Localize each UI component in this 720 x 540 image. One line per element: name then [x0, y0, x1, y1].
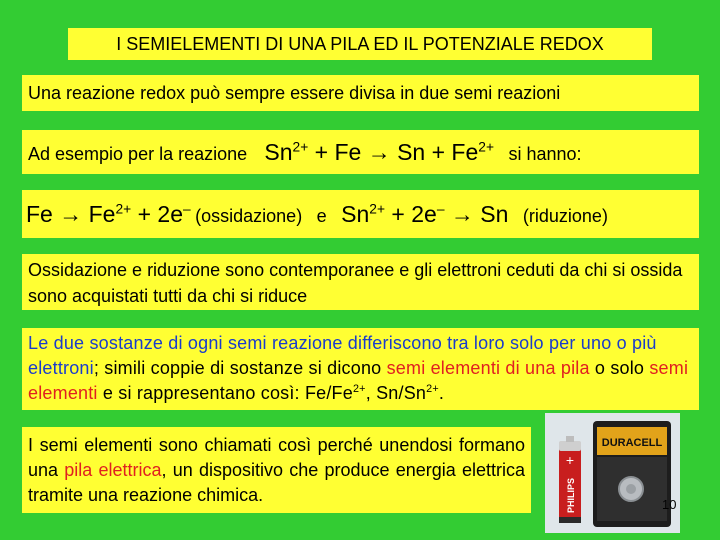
example-outro: si hanno: — [508, 144, 582, 164]
reduction-label: (riduzione) — [522, 206, 608, 226]
philips-label: PHILIPS — [566, 477, 576, 513]
oxidation-label: (ossidazione) — [195, 206, 303, 226]
simultaneity-text: Ossidazione e riduzione sono contemporanee e gli elettroni ceduti da chi si ossida sono acquistati tutti da chi si riduce — [22, 254, 699, 310]
duracell-label: DURACELL — [601, 437, 663, 449]
page-number: 10 — [662, 497, 677, 512]
oxidation-equation: $Fe \to Fe^{2+} + 2e^-$ — [26, 201, 191, 227]
svg-text:+: + — [565, 452, 575, 468]
half-cells-text: Le due sostanze di ogni semi reazione differiscono tra loro solo per uno o più elettroni; simili coppie di sostanze si dicono semi elementi di una pila o solo semi elementi e si rappresentano così: $Fe/Fe^{2+}$, $Sn/Sn^{2+}$. — [22, 328, 699, 410]
duracell-pack — [593, 421, 671, 527]
half-reactions — [22, 190, 699, 238]
slide-title: I SEMIELEMENTI DI UNA PILA ED IL POTENZIALE REDOX — [68, 28, 652, 60]
intro-text: Una reazione redox può sempre essere divisa in due semi reazioni — [22, 75, 699, 111]
example-intro: Ad esempio per la reazione — [28, 144, 248, 164]
batteries-image — [545, 413, 680, 533]
conjunction: e — [316, 206, 327, 226]
batteries-illustration — [545, 413, 680, 533]
philips-battery — [559, 436, 581, 523]
example-reaction — [22, 130, 699, 174]
reaction-sn: $Sn^{2+} + Fe \to Sn + Fe^{2+}$ — [264, 139, 495, 165]
battery-text: I semi elementi sono chiamati così perché unendosi formano una pila elettrica, un dispositivo che produce energia elettrica tramite una reazione chimica. — [22, 427, 531, 513]
reduction-equation: $Sn^{2+} + 2e^- \to Sn$ — [341, 201, 509, 227]
